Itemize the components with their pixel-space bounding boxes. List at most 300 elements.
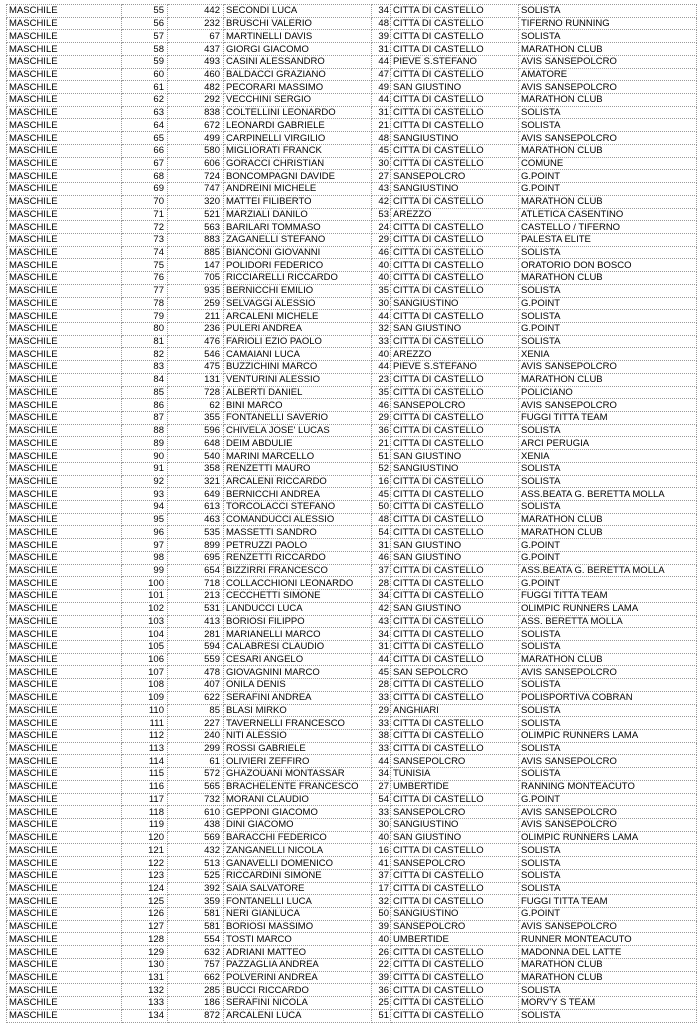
age-cell: 48 — [372, 17, 391, 30]
table-row — [7, 895, 697, 908]
category-cell: MASCHILE — [7, 246, 122, 259]
table-row — [7, 233, 697, 246]
age-cell: 54 — [372, 526, 391, 539]
age-cell: 33 — [372, 806, 391, 819]
age-cell: 52 — [372, 462, 391, 475]
name-cell: BARILARI TOMMASO — [224, 221, 372, 234]
age-cell: 33 — [372, 691, 391, 704]
bib-cell: 565 — [168, 780, 224, 793]
name-cell: SECONDI LUCA — [224, 5, 372, 18]
team-cell: XENIA — [519, 348, 697, 361]
age-cell: 35 — [372, 386, 391, 399]
position-cell: 122 — [122, 857, 168, 870]
name-cell: MIGLIORATI FRANCK — [224, 144, 372, 157]
bib-cell: 649 — [168, 488, 224, 501]
city-cell: CITTA DI CASTELLO — [391, 793, 519, 806]
position-cell: 65 — [122, 132, 168, 145]
city-cell: CITTA DI CASTELLO — [391, 157, 519, 170]
category-cell: MASCHILE — [7, 272, 122, 285]
position-cell: 133 — [122, 997, 168, 1010]
age-cell: 28 — [372, 577, 391, 590]
position-cell: 123 — [122, 869, 168, 882]
category-cell: MASCHILE — [7, 691, 122, 704]
age-cell: 40 — [372, 259, 391, 272]
team-cell: RUNNER MONTEACUTO — [519, 933, 697, 946]
table-row — [7, 780, 697, 793]
position-cell: 62 — [122, 94, 168, 107]
bib-cell: 285 — [168, 984, 224, 997]
position-cell: 100 — [122, 577, 168, 590]
city-cell: SANGIUSTINO — [391, 908, 519, 921]
city-cell: SAN GIUSTINO — [391, 602, 519, 615]
city-cell: TUNISIA — [391, 768, 519, 781]
table-row — [7, 806, 697, 819]
table-row — [7, 666, 697, 679]
position-cell: 78 — [122, 297, 168, 310]
category-cell: MASCHILE — [7, 729, 122, 742]
age-cell: 53 — [372, 208, 391, 221]
name-cell: NITI ALESSIO — [224, 729, 372, 742]
city-cell: CITTA DI CASTELLO — [391, 310, 519, 323]
city-cell: CITTA DI CASTELLO — [391, 501, 519, 514]
team-cell: FUGGI TITTA TEAM — [519, 590, 697, 603]
category-cell: MASCHILE — [7, 806, 122, 819]
position-cell: 83 — [122, 361, 168, 374]
name-cell: CESARI ANGELO — [224, 653, 372, 666]
city-cell: CITTA DI CASTELLO — [391, 640, 519, 653]
age-cell: 41 — [372, 857, 391, 870]
position-cell: 76 — [122, 272, 168, 285]
name-cell: GHAZOUANI MONTASSAR — [224, 768, 372, 781]
team-cell: SOLISTA — [519, 475, 697, 488]
bib-cell: 478 — [168, 666, 224, 679]
city-cell: CITTA DI CASTELLO — [391, 233, 519, 246]
table-row — [7, 679, 697, 692]
bib-cell: 493 — [168, 55, 224, 68]
category-cell: MASCHILE — [7, 373, 122, 386]
age-cell: 31 — [372, 539, 391, 552]
name-cell: RENZETTI RICCARDO — [224, 551, 372, 564]
bib-cell: 292 — [168, 94, 224, 107]
team-cell: SOLISTA — [519, 742, 697, 755]
bib-cell: 147 — [168, 259, 224, 272]
team-cell: SOLISTA — [519, 106, 697, 119]
category-cell: MASCHILE — [7, 132, 122, 145]
name-cell: CARPINELLI VIRGILIO — [224, 132, 372, 145]
age-cell: 32 — [372, 895, 391, 908]
category-cell: MASCHILE — [7, 602, 122, 615]
position-cell: 132 — [122, 984, 168, 997]
team-cell: G.POINT — [519, 297, 697, 310]
city-cell: SAN GIUSTINO — [391, 322, 519, 335]
bib-cell: 513 — [168, 857, 224, 870]
position-cell: 105 — [122, 640, 168, 653]
name-cell: ADRIANI MATTEO — [224, 946, 372, 959]
bib-cell: 281 — [168, 628, 224, 641]
team-cell: AMATORE — [519, 68, 697, 81]
city-cell: SAN GIUSTINO — [391, 539, 519, 552]
category-cell: MASCHILE — [7, 742, 122, 755]
position-cell: 102 — [122, 602, 168, 615]
category-cell: MASCHILE — [7, 297, 122, 310]
category-cell: MASCHILE — [7, 526, 122, 539]
position-cell: 131 — [122, 971, 168, 984]
city-cell: CITTA DI CASTELLO — [391, 106, 519, 119]
table-row — [7, 297, 697, 310]
age-cell: 39 — [372, 971, 391, 984]
age-cell: 40 — [372, 831, 391, 844]
team-cell: SOLISTA — [519, 679, 697, 692]
city-cell: ANGHIARI — [391, 704, 519, 717]
bib-cell: 899 — [168, 539, 224, 552]
team-cell: MARATHON CLUB — [519, 144, 697, 157]
bib-cell: 475 — [168, 361, 224, 374]
table-row — [7, 94, 697, 107]
city-cell: SAN SEPOLCRO — [391, 666, 519, 679]
position-cell: 134 — [122, 1009, 168, 1022]
name-cell: NERI GIANLUCA — [224, 908, 372, 921]
team-cell: SOLISTA — [519, 768, 697, 781]
age-cell: 44 — [372, 310, 391, 323]
position-cell: 73 — [122, 233, 168, 246]
age-cell: 39 — [372, 30, 391, 43]
table-row — [7, 462, 697, 475]
bib-cell: 569 — [168, 831, 224, 844]
bib-cell: 259 — [168, 297, 224, 310]
team-cell: SOLISTA — [519, 246, 697, 259]
position-cell: 98 — [122, 551, 168, 564]
age-cell: 29 — [372, 704, 391, 717]
age-cell: 23 — [372, 373, 391, 386]
table-row — [7, 908, 697, 921]
bib-cell: 482 — [168, 81, 224, 94]
results-body — [7, 5, 697, 1023]
table-row — [7, 361, 697, 374]
name-cell: BERNICCHI EMILIO — [224, 284, 372, 297]
age-cell: 21 — [372, 119, 391, 132]
bib-cell: 463 — [168, 513, 224, 526]
team-cell: MORV'Y S TEAM — [519, 997, 697, 1010]
table-row — [7, 958, 697, 971]
position-cell: 81 — [122, 335, 168, 348]
team-cell: MARATHON CLUB — [519, 195, 697, 208]
table-row — [7, 284, 697, 297]
table-row — [7, 869, 697, 882]
name-cell: GIOVAGNINI MARCO — [224, 666, 372, 679]
team-cell: MARATHON CLUB — [519, 272, 697, 285]
city-cell: CITTA DI CASTELLO — [391, 513, 519, 526]
city-cell: CITTA DI CASTELLO — [391, 717, 519, 730]
age-cell: 24 — [372, 221, 391, 234]
table-row — [7, 844, 697, 857]
age-cell: 43 — [372, 183, 391, 196]
name-cell: ARCALENI LUCA — [224, 1009, 372, 1022]
city-cell: CITTA DI CASTELLO — [391, 946, 519, 959]
position-cell: 64 — [122, 119, 168, 132]
category-cell: MASCHILE — [7, 577, 122, 590]
age-cell: 34 — [372, 628, 391, 641]
team-cell: SOLISTA — [519, 844, 697, 857]
table-row — [7, 144, 697, 157]
team-cell: SOLISTA — [519, 310, 697, 323]
team-cell: MARATHON CLUB — [519, 43, 697, 56]
position-cell: 88 — [122, 424, 168, 437]
team-cell: SOLISTA — [519, 462, 697, 475]
position-cell: 101 — [122, 590, 168, 603]
team-cell: G.POINT — [519, 793, 697, 806]
city-cell: CITTA DI CASTELLO — [391, 437, 519, 450]
city-cell: CITTA DI CASTELLO — [391, 68, 519, 81]
city-cell: SAN GIUSTINO — [391, 831, 519, 844]
city-cell: CITTA DI CASTELLO — [391, 577, 519, 590]
name-cell: PECORARI MASSIMO — [224, 81, 372, 94]
age-cell: 27 — [372, 170, 391, 183]
bib-cell: 61 — [168, 755, 224, 768]
bib-cell: 610 — [168, 806, 224, 819]
position-cell: 89 — [122, 437, 168, 450]
position-cell: 96 — [122, 526, 168, 539]
name-cell: RENZETTI MAURO — [224, 462, 372, 475]
age-cell: 46 — [372, 551, 391, 564]
team-cell: SOLISTA — [519, 5, 697, 18]
name-cell: BUCCI RICCARDO — [224, 984, 372, 997]
bib-cell: 540 — [168, 450, 224, 463]
team-cell: SOLISTA — [519, 424, 697, 437]
category-cell: MASCHILE — [7, 653, 122, 666]
age-cell: 35 — [372, 284, 391, 297]
category-cell: MASCHILE — [7, 5, 122, 18]
table-row — [7, 997, 697, 1010]
team-cell: FUGGI TITTA TEAM — [519, 412, 697, 425]
city-cell: CITTA DI CASTELLO — [391, 628, 519, 641]
team-cell: G.POINT — [519, 322, 697, 335]
table-row — [7, 513, 697, 526]
table-row — [7, 640, 697, 653]
bib-cell: 476 — [168, 335, 224, 348]
table-row — [7, 729, 697, 742]
team-cell: MARATHON CLUB — [519, 971, 697, 984]
city-cell: SANSEPOLCRO — [391, 920, 519, 933]
category-cell: MASCHILE — [7, 399, 122, 412]
bib-cell: 227 — [168, 717, 224, 730]
category-cell: MASCHILE — [7, 844, 122, 857]
age-cell: 22 — [372, 958, 391, 971]
position-cell: 97 — [122, 539, 168, 552]
position-cell: 69 — [122, 183, 168, 196]
name-cell: ONILA DENIS — [224, 679, 372, 692]
position-cell: 104 — [122, 628, 168, 641]
city-cell: AREZZO — [391, 348, 519, 361]
age-cell: 54 — [372, 793, 391, 806]
table-row — [7, 272, 697, 285]
age-cell: 40 — [372, 272, 391, 285]
city-cell: CITTA DI CASTELLO — [391, 564, 519, 577]
name-cell: DINI GIACOMO — [224, 819, 372, 832]
table-row — [7, 437, 697, 450]
table-row — [7, 246, 697, 259]
name-cell: FONTANELLI LUCA — [224, 895, 372, 908]
city-cell: SANGIUSTINO — [391, 132, 519, 145]
name-cell: BUZZICHINI MARCO — [224, 361, 372, 374]
name-cell: TORCOLACCI STEFANO — [224, 501, 372, 514]
age-cell: 32 — [372, 322, 391, 335]
table-row — [7, 577, 697, 590]
bib-cell: 572 — [168, 768, 224, 781]
team-cell: AVIS SANSEPOLCRO — [519, 755, 697, 768]
team-cell: SOLISTA — [519, 882, 697, 895]
name-cell: VENTURINI ALESSIO — [224, 373, 372, 386]
table-row — [7, 755, 697, 768]
table-row — [7, 119, 697, 132]
name-cell: TOSTI MARCO — [224, 933, 372, 946]
category-cell: MASCHILE — [7, 144, 122, 157]
age-cell: 45 — [372, 666, 391, 679]
city-cell: CITTA DI CASTELLO — [391, 195, 519, 208]
team-cell: AVIS SANSEPOLCRO — [519, 819, 697, 832]
bib-cell: 358 — [168, 462, 224, 475]
team-cell: SOLISTA — [519, 1009, 697, 1022]
bib-cell: 757 — [168, 958, 224, 971]
bib-cell: 705 — [168, 272, 224, 285]
category-cell: MASCHILE — [7, 958, 122, 971]
age-cell: 39 — [372, 920, 391, 933]
city-cell: CITTA DI CASTELLO — [391, 653, 519, 666]
category-cell: MASCHILE — [7, 539, 122, 552]
age-cell: 34 — [372, 768, 391, 781]
bib-cell: 732 — [168, 793, 224, 806]
name-cell: MARZIALI DANILO — [224, 208, 372, 221]
city-cell: UMBERTIDE — [391, 933, 519, 946]
position-cell: 128 — [122, 933, 168, 946]
team-cell: G.POINT — [519, 577, 697, 590]
age-cell: 46 — [372, 246, 391, 259]
category-cell: MASCHILE — [7, 30, 122, 43]
age-cell: 48 — [372, 513, 391, 526]
name-cell: CAMAIANI LUCA — [224, 348, 372, 361]
city-cell: SANSEPOLCRO — [391, 806, 519, 819]
age-cell: 44 — [372, 94, 391, 107]
bib-cell: 442 — [168, 5, 224, 18]
bib-cell: 654 — [168, 564, 224, 577]
bib-cell: 613 — [168, 501, 224, 514]
table-row — [7, 615, 697, 628]
city-cell: CITTA DI CASTELLO — [391, 30, 519, 43]
city-cell: CITTA DI CASTELLO — [391, 691, 519, 704]
category-cell: MASCHILE — [7, 831, 122, 844]
bib-cell: 521 — [168, 208, 224, 221]
bib-cell: 67 — [168, 30, 224, 43]
name-cell: ARCALENI RICCARDO — [224, 475, 372, 488]
position-cell: 85 — [122, 386, 168, 399]
bib-cell: 355 — [168, 412, 224, 425]
age-cell: 37 — [372, 869, 391, 882]
table-row — [7, 857, 697, 870]
age-cell: 50 — [372, 501, 391, 514]
category-cell: MASCHILE — [7, 94, 122, 107]
team-cell: MARATHON CLUB — [519, 526, 697, 539]
position-cell: 117 — [122, 793, 168, 806]
age-cell: 16 — [372, 844, 391, 857]
position-cell: 115 — [122, 768, 168, 781]
name-cell: BALDACCI GRAZIANO — [224, 68, 372, 81]
position-cell: 57 — [122, 30, 168, 43]
position-cell: 59 — [122, 55, 168, 68]
bib-cell: 236 — [168, 322, 224, 335]
table-row — [7, 208, 697, 221]
category-cell: MASCHILE — [7, 475, 122, 488]
position-cell: 55 — [122, 5, 168, 18]
name-cell: DEIM ABDULIE — [224, 437, 372, 450]
table-row — [7, 132, 697, 145]
name-cell: MARINI MARCELLO — [224, 450, 372, 463]
age-cell: 33 — [372, 335, 391, 348]
category-cell: MASCHILE — [7, 259, 122, 272]
category-cell: MASCHILE — [7, 679, 122, 692]
bib-cell: 632 — [168, 946, 224, 959]
table-row — [7, 564, 697, 577]
age-cell: 40 — [372, 933, 391, 946]
bib-cell: 695 — [168, 551, 224, 564]
position-cell: 82 — [122, 348, 168, 361]
table-row — [7, 373, 697, 386]
category-cell: MASCHILE — [7, 819, 122, 832]
city-cell: SANGIUSTINO — [391, 297, 519, 310]
table-row — [7, 310, 697, 323]
city-cell: CITTA DI CASTELLO — [391, 335, 519, 348]
age-cell: 37 — [372, 564, 391, 577]
position-cell: 113 — [122, 742, 168, 755]
bib-cell: 407 — [168, 679, 224, 692]
bib-cell: 186 — [168, 997, 224, 1010]
table-row — [7, 475, 697, 488]
category-cell: MASCHILE — [7, 450, 122, 463]
category-cell: MASCHILE — [7, 768, 122, 781]
bib-cell: 728 — [168, 386, 224, 399]
name-cell: MATTEI FILIBERTO — [224, 195, 372, 208]
category-cell: MASCHILE — [7, 501, 122, 514]
city-cell: CITTA DI CASTELLO — [391, 94, 519, 107]
position-cell: 56 — [122, 17, 168, 30]
bib-cell: 432 — [168, 844, 224, 857]
team-cell: G.POINT — [519, 170, 697, 183]
team-cell: SOLISTA — [519, 640, 697, 653]
table-row — [7, 717, 697, 730]
position-cell: 121 — [122, 844, 168, 857]
position-cell: 79 — [122, 310, 168, 323]
age-cell: 42 — [372, 602, 391, 615]
age-cell: 27 — [372, 780, 391, 793]
name-cell: BINI MARCO — [224, 399, 372, 412]
bib-cell: 437 — [168, 43, 224, 56]
name-cell: POLIDORI FEDERICO — [224, 259, 372, 272]
city-cell: CITTA DI CASTELLO — [391, 615, 519, 628]
city-cell: CITTA DI CASTELLO — [391, 742, 519, 755]
table-row — [7, 551, 697, 564]
bib-cell: 672 — [168, 119, 224, 132]
position-cell: 107 — [122, 666, 168, 679]
bib-cell: 648 — [168, 437, 224, 450]
team-cell: SOLISTA — [519, 869, 697, 882]
position-cell: 60 — [122, 68, 168, 81]
category-cell: MASCHILE — [7, 310, 122, 323]
results-table — [6, 4, 697, 1023]
bib-cell: 359 — [168, 895, 224, 908]
bib-cell: 531 — [168, 602, 224, 615]
category-cell: MASCHILE — [7, 17, 122, 30]
bib-cell: 559 — [168, 653, 224, 666]
name-cell: COMANDUCCI ALESSIO — [224, 513, 372, 526]
city-cell: CITTA DI CASTELLO — [391, 144, 519, 157]
